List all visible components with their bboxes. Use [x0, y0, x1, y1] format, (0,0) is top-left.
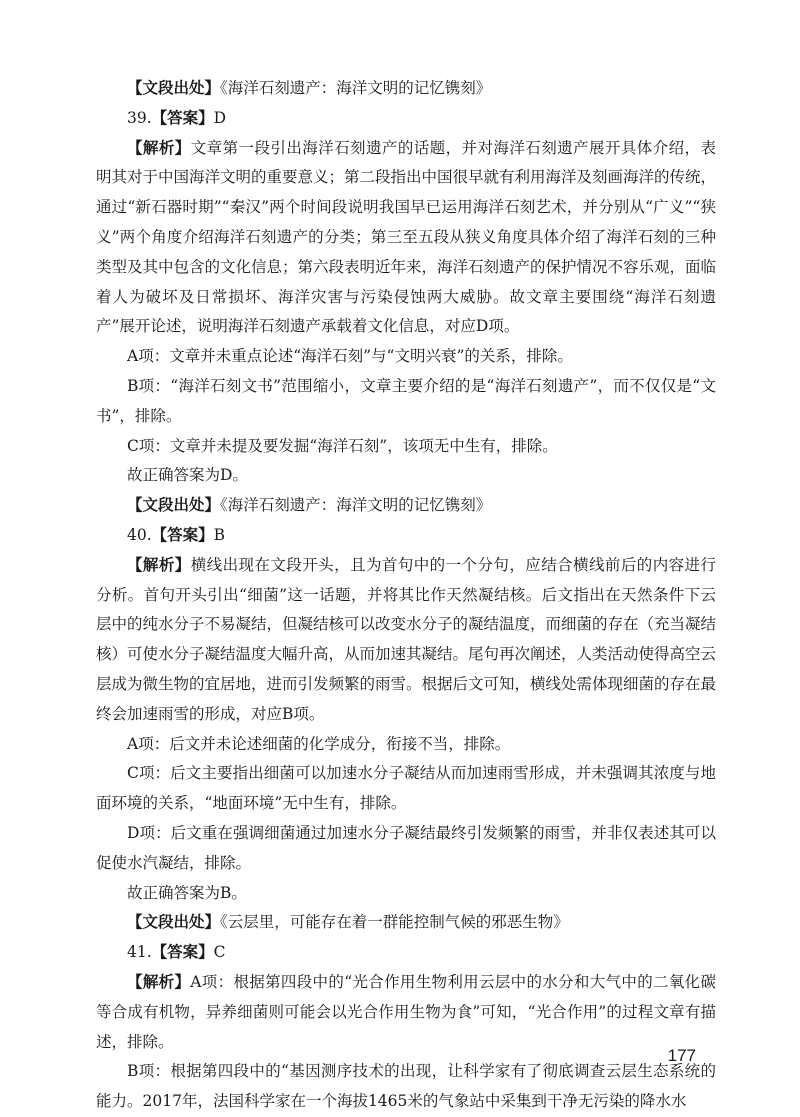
- source-text: 《海洋石刻遗产：海洋文明的记忆镌刻》: [220, 496, 492, 515]
- option-d-40: D项：后文重在强调细菌通过加速水分子凝结最终引发频繁的雨雪，并非仅表述其可以促使水汽凝结，排除。: [96, 823, 716, 872]
- source-label: 【文段出处】: [127, 79, 221, 97]
- source-label: 【文段出处】: [127, 496, 221, 515]
- analysis-paragraph-40: [96, 551, 716, 730]
- option-a-39: A项：文章并未重点论述“海洋石刻”与“文明兴衰”的关系，排除。: [127, 347, 573, 366]
- option-c-40: C项：后文主要指出细菌可以加速水分子凝结从而加速雨雪形成，并未强调其浓度与地面环境的关系，“地面环境”无中生有，排除。: [96, 764, 716, 813]
- source-text: 《海洋石刻遗产：海洋文明的记忆镌刻》: [220, 79, 492, 97]
- analysis-text: A项：根据第四段中的“光合作用生物利用云层中的水分和大气中的二氧化碳等合成有机物，异养细菌则可能会以光合作用生物为食”可知，“光合作用”的过程文章有描述，排除。: [96, 972, 716, 1051]
- analysis-paragraph-41: [96, 968, 716, 1057]
- source-text: 《云层里，可能存在着一群能控制气候的邪恶生物》: [220, 913, 569, 932]
- analysis-label: 【解析】: [127, 138, 191, 157]
- source-line-41: [96, 908, 716, 938]
- answer-line-40: [96, 521, 716, 551]
- answer-line-41: [96, 938, 716, 968]
- analysis-text: 横线出现在文段开头，且为首句中的一个分句，应结合横线前后的内容进行分析。首句开头引出“细菌”这一话题，并将其比作天然凝结核。后文指出在天然条件下云层中的纯水分子不易凝结，但凝结核可以改变水分子的凝结温度，而细菌的存在（充当凝结核）可使水分子凝结温度大幅升高，从而加速其凝结。尾句再次阐述，人类活动使得高空云层成为微生物的宜居地，进而引发频繁的雨雪。根据后文可知，横线处需体现细菌的存在最终会加速雨雪的形成，对应B项。: [96, 555, 717, 723]
- source-label: 【文段出处】: [127, 913, 221, 932]
- source-line-40: [96, 491, 716, 521]
- question-number: 40.: [127, 525, 152, 544]
- question-number: 39.: [127, 108, 152, 127]
- source-line-39: [96, 74, 716, 104]
- analysis-paragraph-39: [96, 134, 716, 343]
- conclusion-40: 故正确答案为B。: [127, 883, 247, 902]
- option-a-40: A项：后文并未论述细菌的化学成分，衔接不当，排除。: [127, 734, 511, 753]
- option-c-39: C项：文章并未提及要发掘“海洋石刻”，该项无中生有，排除。: [127, 436, 558, 455]
- answer-label: 【答案】: [151, 108, 214, 127]
- question-number: 41.: [127, 943, 152, 962]
- analysis-label: 【解析】: [127, 555, 191, 574]
- answer-label: 【答案】: [151, 943, 214, 962]
- answer-line-39: [96, 104, 716, 134]
- option-b-41: B项：根据第四段中的“基因测序技术的出现，让科学家有了彻底调查云层生态系统的能力。2017年，法国科学家在一个海拔1465米的气象站中采集到干净无污染的降水水: [96, 1062, 716, 1111]
- answer-value: B: [213, 525, 226, 544]
- page-number: 177: [667, 1046, 696, 1065]
- answer-label: 【答案】: [151, 525, 214, 544]
- answer-value: C: [213, 943, 226, 962]
- answer-value: D: [213, 108, 227, 127]
- page-content: [96, 74, 716, 1117]
- option-b-39: B项：“海洋石刻文书”范围缩小，文章主要介绍的是“海洋石刻遗产”，而不仅仅是“文书”，排除。: [96, 376, 716, 425]
- analysis-text: 文章第一段引出海洋石刻遗产的话题，并对海洋石刻遗产展开具体介绍，表明其对于中国海洋文明的重要意义；第二段指出中国很早就有利用海洋及刻画海洋的传统，通过“新石器时期”“秦汉”两个时间段说明我国早已运用海洋石刻艺术，并分别从“广义”“狭义”两个角度介绍海洋石刻遗产的分类；第三至五段从狭义角度具体介绍了海洋石刻的三种类型及其中包含的文化信息；第六段表明近年来，海洋石刻遗产的保护情况不容乐观，面临着人为破坏及日常损坏、海洋灾害与污染侵蚀两大威胁。故文章主要围绕“海洋石刻遗产”展开论述，说明海洋石刻遗产承载着文化信息，对应D项。: [96, 138, 717, 336]
- analysis-label: 【解析】: [127, 972, 191, 991]
- conclusion-39: 故正确答案为D。: [127, 466, 248, 485]
